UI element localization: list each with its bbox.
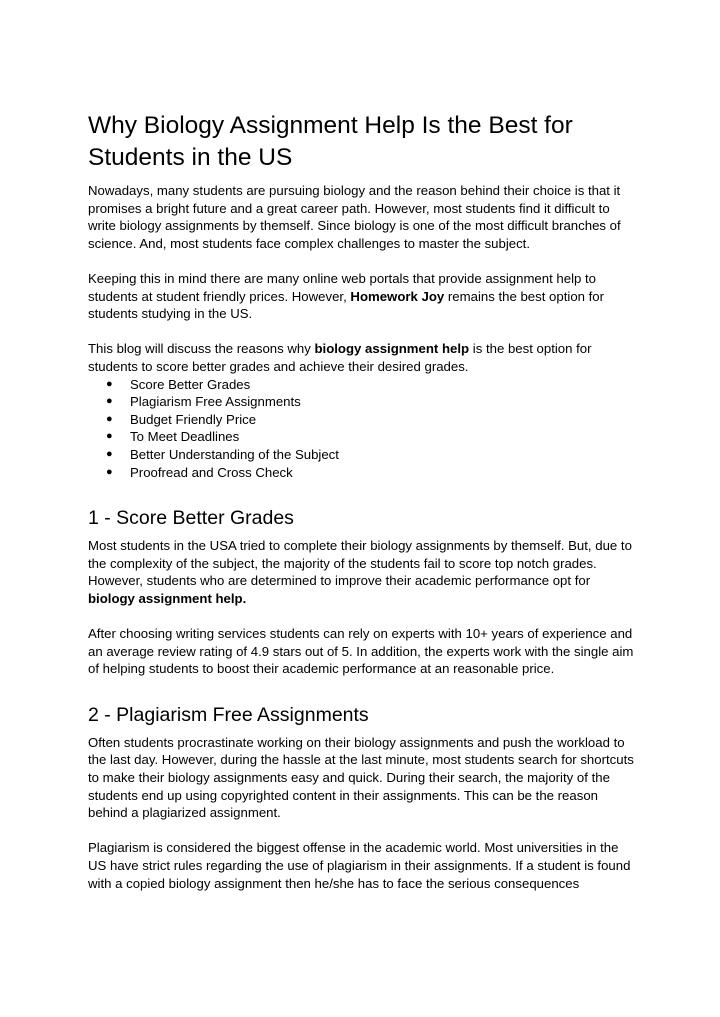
list-item-label: Score Better Grades: [130, 376, 251, 392]
section1-paragraph-2: After choosing writing services students can rely on experts with 10+ years of experience and an average review rating of 4.9 stars out of 5. In addition, the experts work with the single aim of helping students to boost their academic performance at an reasonable price.: [88, 626, 634, 677]
blog-overview-paragraph: [88, 340, 636, 375]
reasons-list: [88, 376, 636, 482]
bullet-icon: ●: [106, 465, 113, 478]
page-title: Why Biology Assignment Help Is the Best for Students in the US: [88, 112, 573, 171]
overview-text-after: is the best option for students to score better grades and achieve their desired grades.: [88, 341, 592, 374]
bullet-icon: ●: [106, 395, 113, 408]
list-item: [88, 393, 636, 411]
portals-text-before: Keeping this in mind there are many online web portals that provide assignment help to students at student friendly prices. However,: [88, 270, 597, 304]
keyword-bold: biology assignment help: [314, 341, 470, 357]
bullet-icon: ●: [106, 430, 113, 443]
brand-name: Homework Joy: [350, 288, 445, 304]
section-heading-score-better-grades: 1 - Score Better Grades: [88, 507, 294, 530]
section2-paragraph-1: Often students procrastinate working on their biology assignments and push the workload to the last day. However, during the hassle at the last minute, most students search for shortcuts to make their biology assignments easy and quick. During their search, the majority of the students end up using copyrighted content in their assignments. This can be the reason behind a plagiarized assignment.: [88, 734, 634, 821]
section2-paragraph-2: Plagiarism is considered the biggest offense in the academic world. Most universities in the US have strict rules regarding the use of plagiarism in their assignments. If a student is found with a copied biology assignment then he/she has to face the serious consequences: [88, 840, 631, 891]
portals-text-after: remains the best option for students studying in the US.: [88, 288, 605, 322]
document-content: [88, 110, 636, 892]
list-item: [88, 428, 636, 446]
list-item: [88, 411, 636, 429]
list-item: [88, 446, 636, 464]
overview-text-before: This blog will discuss the reasons why: [88, 341, 315, 357]
bullet-icon: ●: [106, 447, 113, 460]
bullet-icon: ●: [106, 412, 113, 425]
section1-keyword-bold: biology assignment help.: [88, 590, 247, 606]
section1-paragraph-1: [88, 537, 636, 607]
bullet-icon: ●: [106, 377, 113, 390]
section1-text: Most students in the USA tried to complete their biology assignments by themself. But, due to the complexity of the subject, the majority of the students fail to score top notch grades. However, students who are determined to improve their academic performance opt for: [88, 538, 632, 589]
list-item-label: Plagiarism Free Assignments: [130, 394, 301, 410]
list-item: [88, 376, 636, 394]
section-heading-plagiarism-free: 2 - Plagiarism Free Assignments: [88, 703, 369, 726]
list-item-label: To Meet Deadlines: [130, 429, 240, 445]
list-item: [88, 464, 636, 482]
list-item-label: Budget Friendly Price: [130, 411, 257, 427]
list-item-label: Better Understanding of the Subject: [130, 446, 339, 462]
list-item-label: Proofread and Cross Check: [130, 464, 293, 480]
portals-paragraph: [88, 270, 636, 323]
intro-paragraph: Nowadays, many students are pursuing biology and the reason behind their choice is that it promises a bright future and a great career path. However, most students find it difficult to write biology assignments by themself. Since biology is one of the most difficult branches of science. And, most students face complex challenges to master the subject.: [88, 183, 621, 251]
